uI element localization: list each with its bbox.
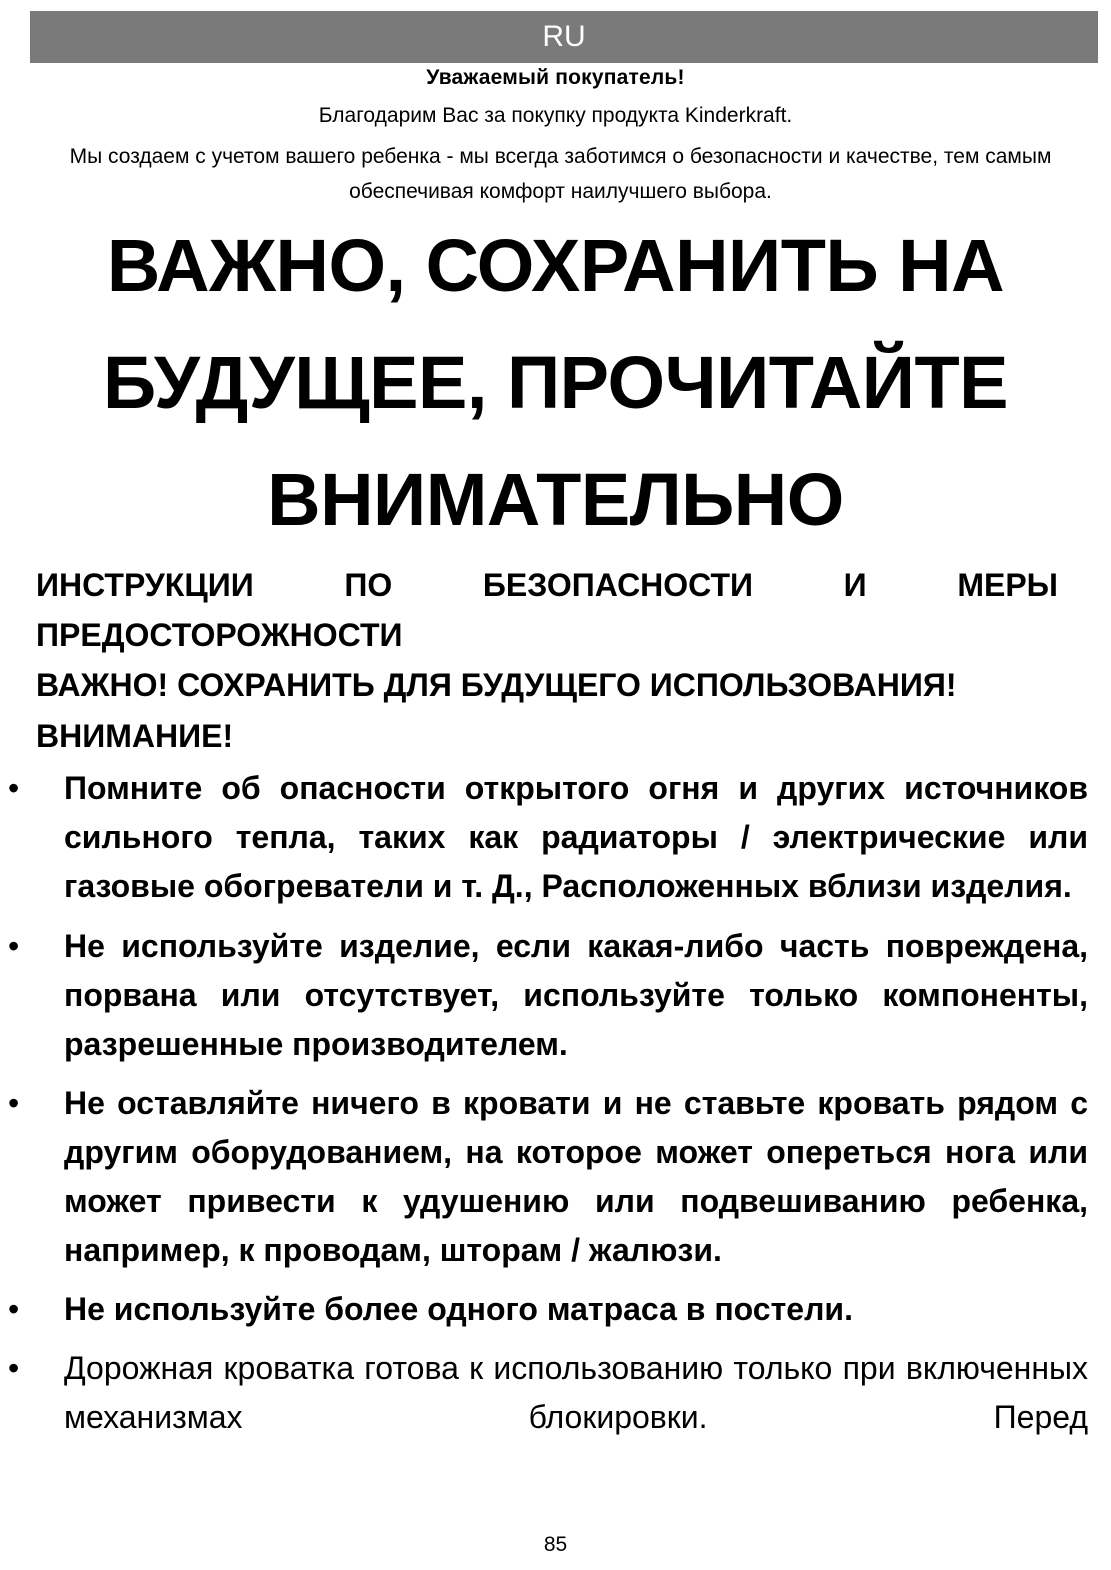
attention-notice: ВНИМАНИЕ! — [36, 718, 234, 754]
safety-heading-line2: ПРЕДОСТОРОЖНОСТИ — [36, 617, 403, 653]
list-item-text: Не используйте более одного матраса в постели. — [64, 1291, 853, 1327]
greeting-thanks: Благодарим Вас за покупку продукта Kinderkraft. — [318, 104, 793, 127]
page-number: 85 — [543, 1533, 568, 1556]
list-item — [0, 764, 1111, 911]
list-item — [0, 922, 1111, 1069]
bullet-icon: • — [8, 1350, 20, 1386]
list-item-text: Не используйте изделие, если какая-либо часть повреждена, порвана или отсутствует, используйте только компоненты, разрешенные производителем. — [64, 928, 1088, 1062]
list-item-text: Помните об опасности открытого огня и других источников сильного тепла, таких как радиаторы / электрические или газовые обогреватели и т. Д., Расположенных вблизи изделия. — [64, 770, 1088, 904]
bullet-icon: • — [8, 770, 20, 806]
greeting-salutation: Уважаемый покупатель! — [426, 66, 685, 89]
safety-instructions-list — [0, 764, 1111, 1442]
keep-for-future-notice: ВАЖНО! СОХРАНИТЬ ДЛЯ БУДУЩЕГО ИСПОЛЬЗОВАНИЯ! — [36, 667, 957, 703]
language-code: RU — [542, 20, 586, 53]
bullet-icon: • — [8, 1085, 20, 1121]
list-item-text: Не оставляйте ничего в кровати и не ставьте кровать рядом с другим оборудованием, на которое может опереться нога или может привести к удушению или подвешиванию ребенка, например, к проводам, шторам / жалюзи. — [64, 1085, 1088, 1268]
safety-heading — [36, 560, 1058, 660]
safety-heading-line1: ИНСТРУКЦИИ ПО БЕЗОПАСНОСТИ И МЕРЫ — [36, 567, 1058, 603]
list-item-text: Дорожная кроватка готова к использованию только при включенных механизмах блокировки. Перед — [64, 1350, 1088, 1435]
bullet-icon: • — [8, 928, 20, 964]
page-title: ВАЖНО, СОХРАНИТЬ НА БУДУЩЕЕ, ПРОЧИТАЙТЕ ВНИМАТЕЛЬНО — [102, 224, 1009, 541]
greeting-intro: Мы создаем с учетом вашего ребенка - мы всегда заботимся о безопасности и качестве, тем самым обеспечивая комфорт наилучшего выбора. — [69, 145, 1052, 203]
list-item — [0, 1344, 1111, 1442]
list-item — [0, 1285, 1111, 1334]
language-header-bar — [30, 11, 1098, 63]
list-item — [0, 1079, 1111, 1275]
bullet-icon: • — [8, 1291, 20, 1327]
